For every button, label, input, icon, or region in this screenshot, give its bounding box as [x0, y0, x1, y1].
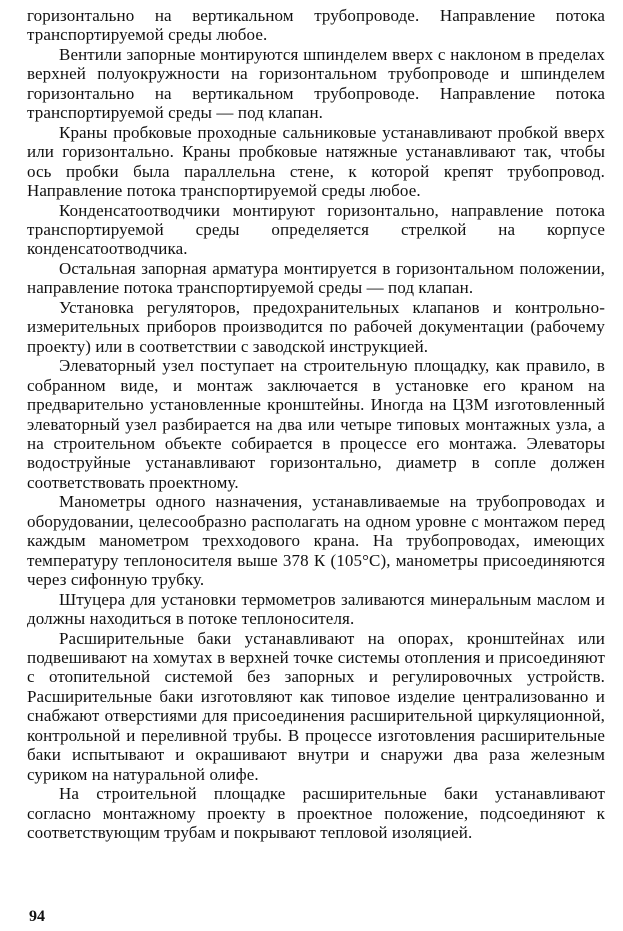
paragraph-tank-installation: На строительной площадке расширительные баки устанавливают согласно монтажному проекту в проектное положение, подсоединяют к соответствующим трубам и покрывают тепловой изоляцией. [27, 784, 605, 843]
paragraph-manometers: Манометры одного назначения, устанавливаемые на трубопроводах и оборудовании, целесообразно располагать на одном уровне с монтажом перед каждым манометром трехходового крана. На трубопроводах, имеющих температуру теплоносителя выше 378 К (105°С), манометры присоединяются через сифонную трубку. [27, 492, 605, 590]
page-text [27, 6, 605, 842]
paragraph-plug-cocks: Краны пробковые проходные сальниковые устанавливают пробкой вверх или горизонтально. Краны пробковые натяжные устанавливают так, чтобы ось пробки была параллельна стене, к которой крепят трубопровод. Направление потока транспортируемой среды любое. [27, 122, 605, 201]
page-number: 94 [29, 908, 45, 925]
paragraph-valves: Вентили запорные монтируются шпинделем вверх с наклоном в пределах верхней полуокружности на горизонтальном трубопроводе и шпинделем горизонтально на вертикальном трубопроводе. Направление потока транспортируемой среды — под клапан. [27, 44, 605, 123]
paragraph-other-fittings: Остальная запорная арматура монтируется в горизонтальном положении, направление потока транспортируемой среды — под клапан. [27, 258, 605, 298]
paragraph-regulators: Установка регуляторов, предохранительных клапанов и контрольно-измерительных приборов производится по рабочей документации (рабочему проекту) или в соответствии с заводской инструкцией. [27, 297, 605, 356]
paragraph-elevator-unit: Элеваторный узел поступает на строительную площадку, как правило, в собранном виде, и монтаж заключается в установке его краном на предварительно установленные кронштейны. Иногда на ЦЗМ изготовленный элеваторный узел разбирается на два или четыре типовых монтажных узла, а на строительном объекте собирается в процессе его монтажа. Элеваторы водоструйные устанавливают горизонтально, диаметр в сопле должен соответствовать проектному. [27, 356, 605, 492]
paragraph-steam-traps: Конденсатоотводчики монтируют горизонтально, направление потока транспортируемой среды определяется стрелкой на корпусе конденсатоотводчика. [27, 200, 605, 259]
paragraph-thermometer-fittings: Штуцера для установки термометров заливаются минеральным маслом и должны находиться в потоке теплоносителя. [27, 589, 605, 629]
paragraph-continuation: горизонтально на вертикальном трубопроводе. Направление потока транспортируемой среды любое. [27, 6, 605, 45]
paragraph-expansion-tanks: Расширительные баки устанавливают на опорах, кронштейнах или подвешивают на хомутах в верхней точке системы отопления и присоединяют с отопительной системой без запорных и регулировочных устройств. Расширительные баки изготовляют как типовое изделие централизованно и снабжают отверстиями для присоединения расширительной циркуляционной, контрольной и переливной трубы. В процессе изготовления расширительные баки испытывают и окрашивают внутри и снаружи два раза железным суриком на натуральной олифе. [27, 628, 605, 784]
